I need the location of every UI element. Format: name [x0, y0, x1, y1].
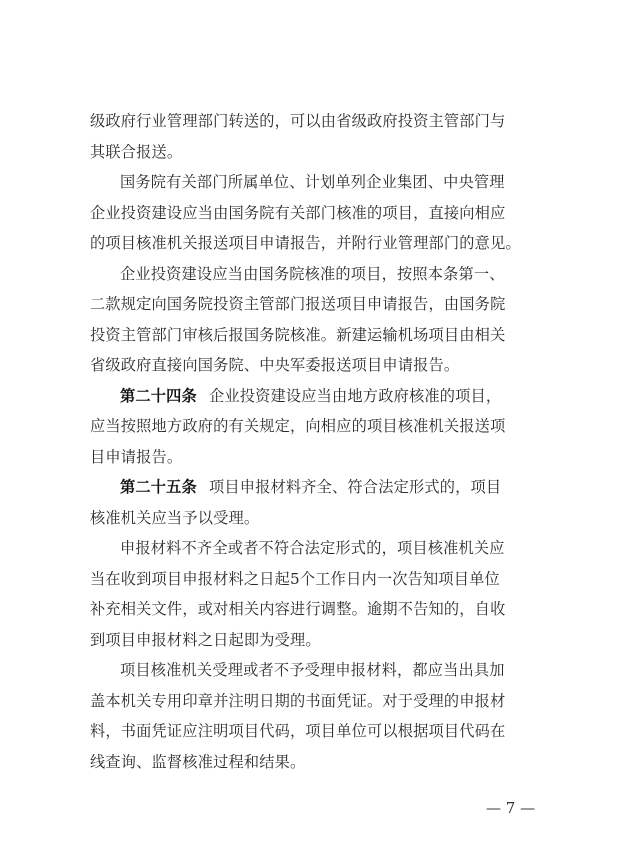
- text-line: 当在收到项目申报材料之日起5个工作日内一次告知项目单位: [90, 569, 500, 588]
- text-line: 项目核准机关受理或者不予受理申报材料，都应当出具加: [120, 661, 505, 679]
- text-line: 补充相关文件，或对相关内容进行调整。逾期不告知的，自收: [90, 600, 506, 618]
- text-line: 投资主管部门审核后报国务院核准。新建运输机场项目由相关: [90, 325, 506, 344]
- text-line: 应当按照地方政府的有关规定，向相应的项目核准机关报送项: [90, 417, 506, 435]
- text-line: 企业投资建设应当由国务院核准的项目，按照本条第一、: [120, 264, 505, 283]
- text-line: 其联合报送。: [90, 142, 183, 161]
- text-line: 二款规定向国务院投资主管部门报送项目申请报告，由国务院: [90, 295, 506, 313]
- text-line: 企业投资建设应当由国务院有关部门核准的项目，直接向相应: [90, 203, 506, 222]
- text-line: 目申请报告。: [90, 447, 183, 466]
- text-line: 盖本机关专用印章并注明日期的书面凭证。对于受理的申报材: [90, 691, 506, 710]
- text-line: 级政府行业管理部门转送的，可以由省级政府投资主管部门与: [90, 112, 506, 130]
- article-text: 项目申报材料齐全、符合法定形式的，项目: [208, 478, 502, 496]
- article-number: 第二十五条: [120, 478, 197, 496]
- article-text: 企业投资建设应当由地方政府核准的项目，: [208, 386, 502, 405]
- text-line: 核准机关应当予以受理。: [90, 508, 260, 527]
- text-line: [90, 381, 560, 412]
- article-25: [90, 472, 560, 533]
- page-number: — 7 —: [486, 799, 536, 817]
- article-24: [90, 381, 560, 473]
- text-line: 的项目核准机关报送项目申请报告，并附行业管理部门的意见。: [90, 234, 521, 252]
- paragraph: [90, 655, 560, 777]
- text-line: 国务院有关部门所属单位、计划单列企业集团、中央管理: [120, 173, 505, 191]
- paragraph-continuation: [90, 106, 560, 167]
- text-line: 到项目申报材料之日起即为受理。: [90, 630, 321, 649]
- article-number: 第二十四条: [120, 386, 197, 405]
- text-line: 线查询、监督核准过程和结果。: [90, 752, 306, 771]
- text-line: 省级政府直接向国务院、中央军委报送项目申请报告。: [90, 356, 460, 374]
- paragraph: [90, 533, 560, 655]
- paragraph: [90, 259, 560, 381]
- text-line: 料，书面凭证应注明项目代码，项目单位可以根据项目代码在: [90, 722, 506, 740]
- paragraph: [90, 167, 560, 259]
- text-line: 申报材料不齐全或者不符合法定形式的，项目核准机关应: [120, 539, 505, 557]
- document-body: [90, 106, 560, 777]
- text-line: [90, 472, 560, 503]
